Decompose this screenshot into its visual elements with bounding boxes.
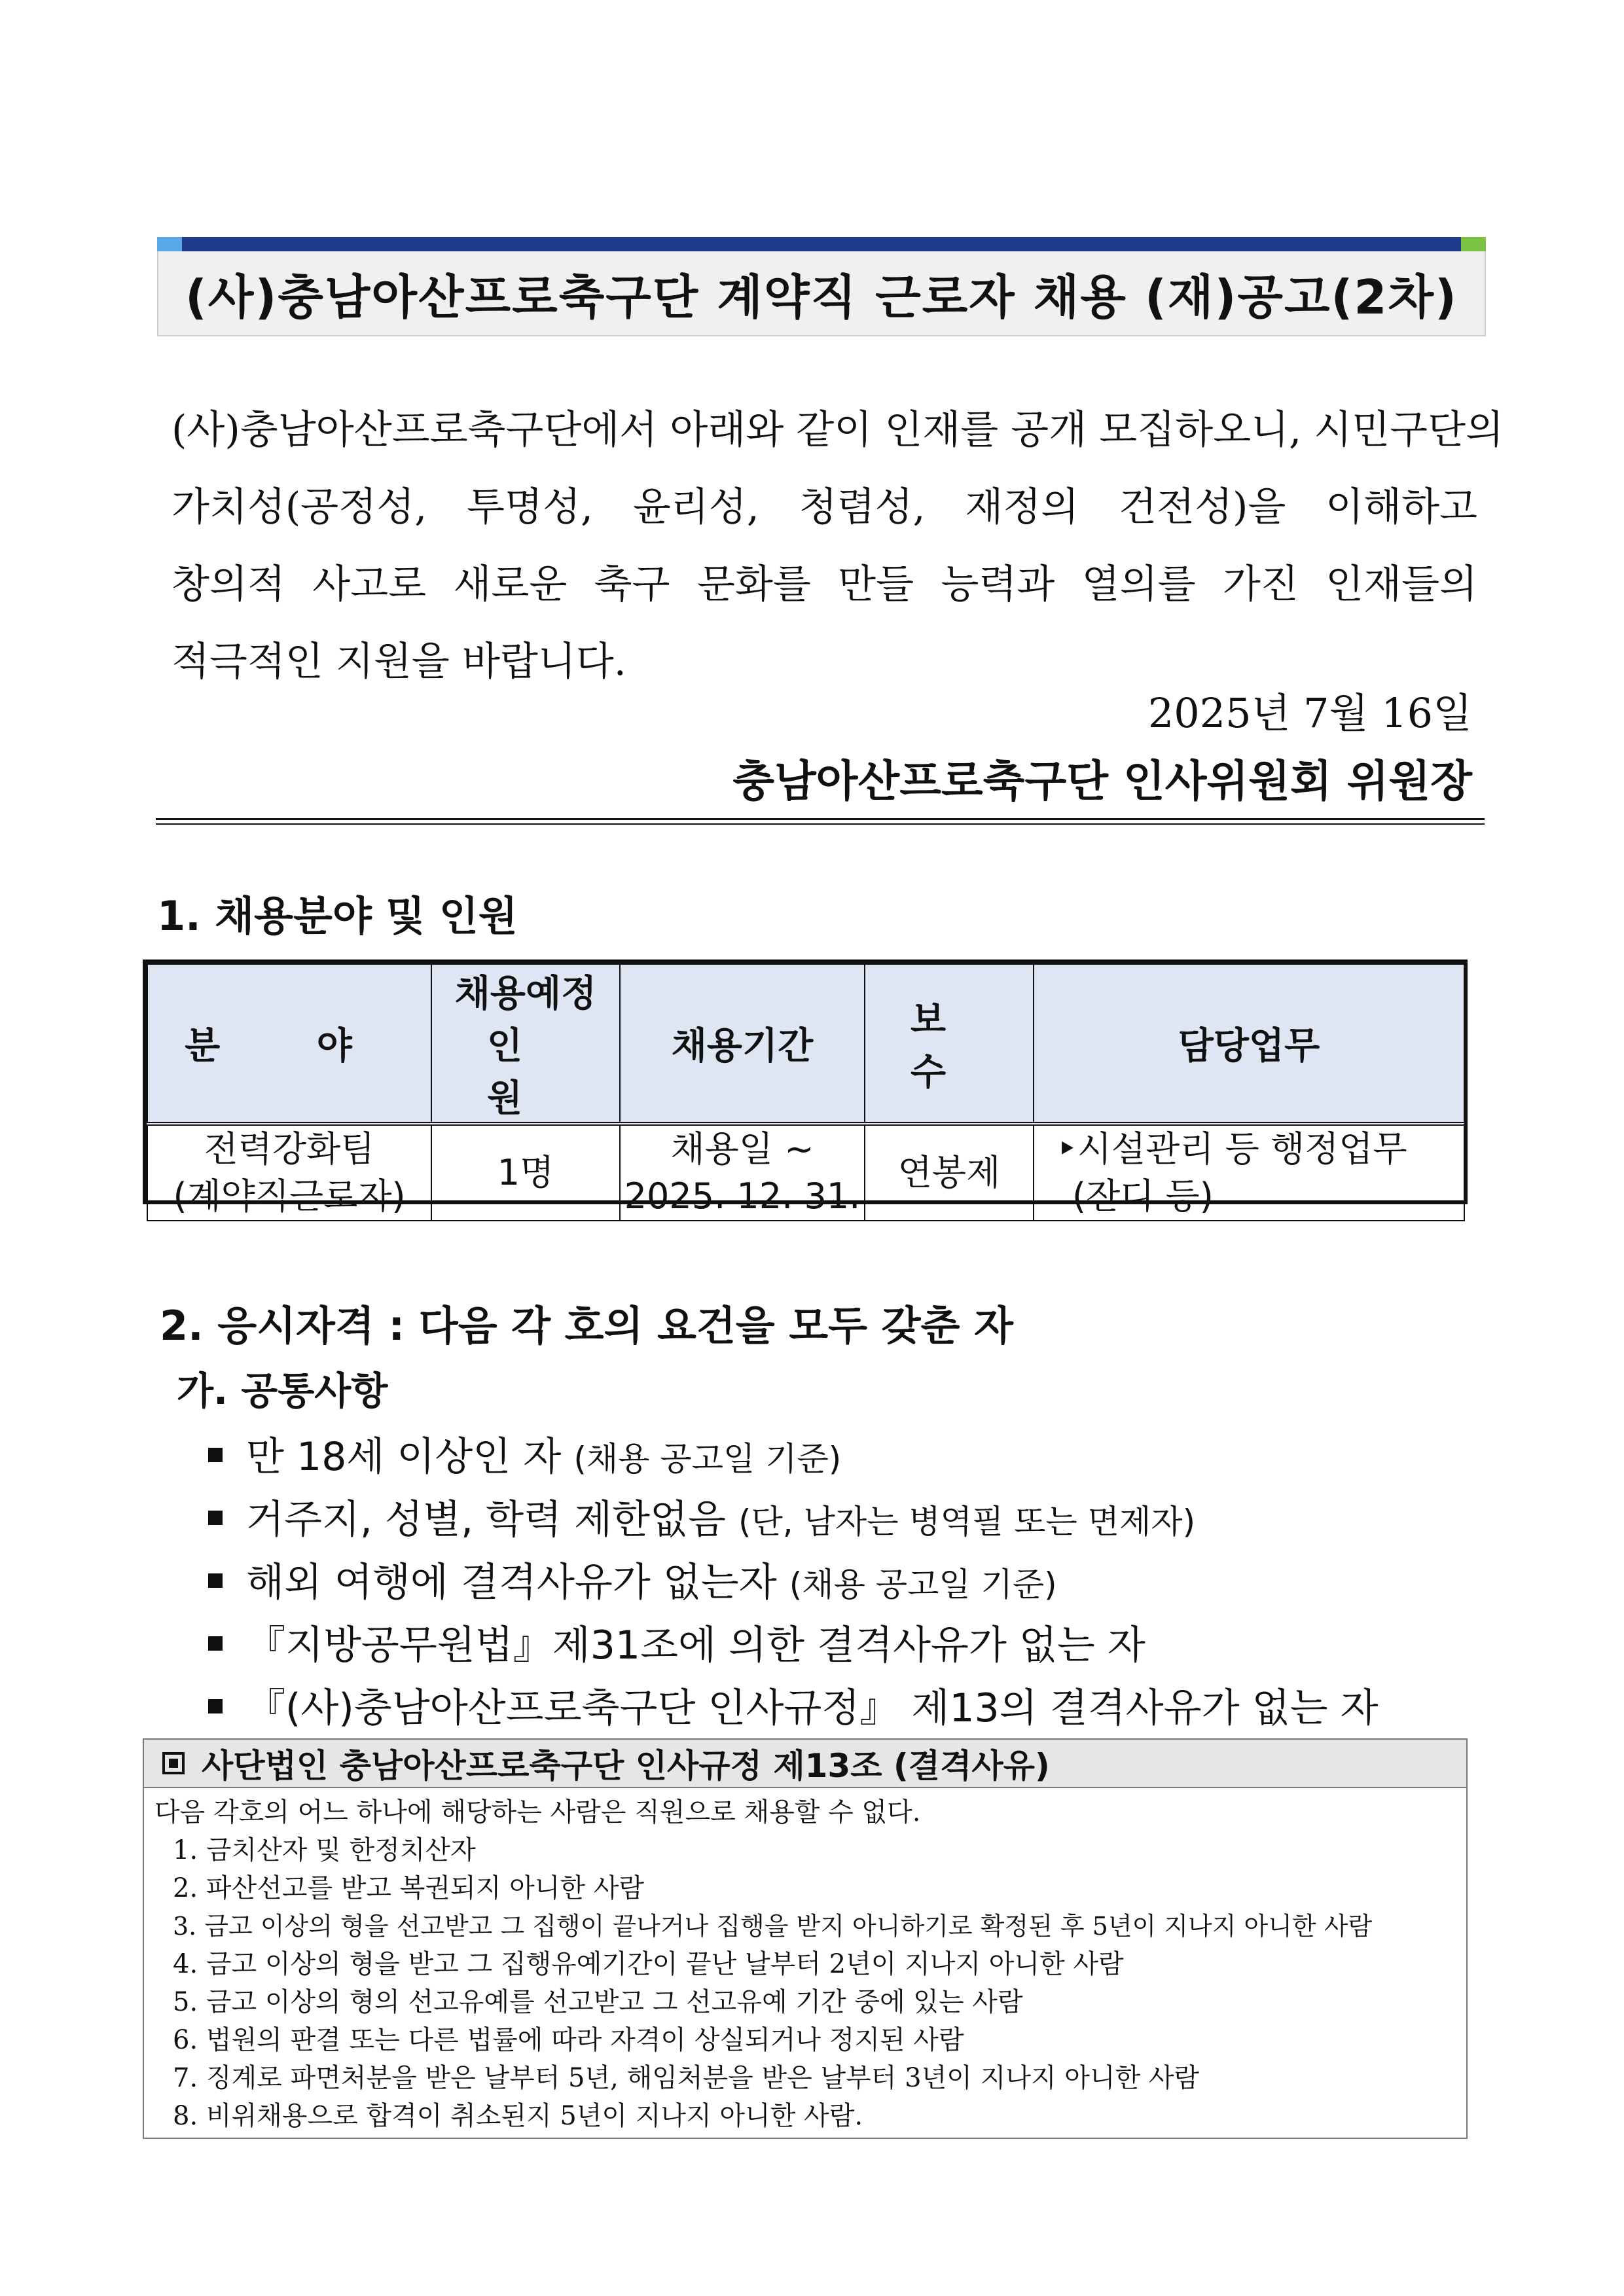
list-item: 7. 징계로 파면처분을 받은 날부터 5년, 해임처분을 받은 날부터 3년이 지나지 아니한 사람 bbox=[173, 2063, 1200, 2093]
list-item: 5. 금고 이상의 형의 선고유예를 선고받고 그 선고유예 기간 중에 있는 사람 bbox=[173, 1987, 1023, 2017]
bullet-square-icon bbox=[208, 1573, 223, 1588]
list-item: 거주지, 성별, 학력 제한없음 (단, 남자는 병역필 또는 면제자) bbox=[208, 1488, 1379, 1551]
list-item: 『지방공무원법』제31조에 의한 결격사유가 없는 자 bbox=[208, 1614, 1379, 1677]
list-item: 만 18세 이상인 자 (채용 공고일 기준) bbox=[208, 1426, 1379, 1488]
intro-line: 가치성(공정성, 투명성, 윤리성, 청렴성, 재정의 건전성)을 이해하고 bbox=[171, 484, 1477, 530]
regulation-intro: 다음 각호의 어느 하나에 해당하는 사람은 직원으로 채용할 수 없다. bbox=[154, 1797, 921, 1827]
bullet-square-icon bbox=[208, 1699, 223, 1713]
title-accent-right bbox=[1461, 237, 1486, 251]
section1-heading: 1. 채용분야 및 인원 bbox=[157, 892, 518, 940]
title-accent-left bbox=[157, 237, 182, 251]
list-item: 해외 여행에 결격사유가 없는자 (채용 공고일 기준) bbox=[208, 1551, 1379, 1614]
announcement-date: 2025년 7월 16일 bbox=[1147, 689, 1472, 737]
title-banner bbox=[157, 237, 1486, 336]
title-accent-bar bbox=[157, 237, 1486, 251]
list-item: 4. 금고 이상의 형을 받고 그 집행유예기간이 끝난 날부터 2년이 지나지 아니한 사람 bbox=[173, 1949, 1124, 1979]
title-box bbox=[157, 251, 1486, 336]
section2-subheading: 가. 공통사항 bbox=[177, 1369, 388, 1413]
header-headcount: 채용예정 인 원 bbox=[431, 964, 620, 1124]
intro-paragraph bbox=[171, 391, 1504, 700]
regulation-title: 사단법인 충남아산프로축구단 인사규정 제13조 (결격사유) bbox=[202, 1747, 1050, 1785]
cell-salary: 연봉제 bbox=[865, 1124, 1034, 1221]
list-item: 8. 비위채용으로 합격이 취소된지 5년이 지나지 아니한 사람. bbox=[173, 2101, 863, 2131]
list-item: 『(사)충남아산프로축구단 인사규정』 제13의 결격사유가 없는 자 bbox=[208, 1677, 1379, 1740]
regulation-header bbox=[144, 1740, 1466, 1788]
regulation-body bbox=[144, 1788, 1466, 2135]
list-item: 1. 금치산자 및 한정치산자 bbox=[173, 1835, 476, 1865]
bullet-square-icon bbox=[208, 1448, 223, 1462]
cell-period: 채용일 ~ 2025. 12. 31. bbox=[620, 1124, 865, 1221]
separator-line bbox=[156, 818, 1485, 820]
header-period: 채용기간 bbox=[620, 964, 865, 1124]
intro-line: 창의적 사고로 새로운 축구 문화를 만들 능력과 열의를 가진 인재들의 bbox=[171, 562, 1477, 607]
header-salary: 보 수 bbox=[865, 964, 1034, 1124]
table-row bbox=[147, 1124, 1464, 1221]
list-item: 2. 파산선고를 받고 복권되지 아니한 사람 bbox=[173, 1873, 644, 1903]
intro-line: (사)충남아산프로축구단에서 아래와 같이 인재를 공개 모집하오니, 시민구단의 bbox=[171, 407, 1504, 453]
cell-headcount: 1명 bbox=[431, 1124, 620, 1221]
separator-line bbox=[156, 823, 1485, 825]
section2-heading: 2. 응시자격 : 다음 각 호의 요건을 모두 갖춘 자 bbox=[160, 1302, 1013, 1350]
document-title: (사)충남아산프로축구단 계약직 근로자 채용 (재)공고(2차) bbox=[185, 270, 1458, 325]
header-field: 분 야 bbox=[147, 964, 431, 1124]
signer: 충남아산프로축구단 인사위원회 위원장 bbox=[732, 755, 1472, 806]
bullet-square-icon bbox=[208, 1636, 223, 1651]
intro-line: 적극적인 지원을 바랍니다. bbox=[171, 639, 626, 685]
list-item: 6. 법원의 판결 또는 다른 법률에 따라 자격이 상실되거나 정지된 사람 bbox=[173, 2025, 964, 2055]
regulation-box bbox=[143, 1738, 1468, 2139]
filled-square-icon bbox=[162, 1752, 185, 1774]
header-duty: 담당업무 bbox=[1034, 964, 1464, 1124]
list-item: 3. 금고 이상의 형을 선고받고 그 집행이 끝나거나 집행을 받지 아니하기로 확정된 후 5년이 지나지 아니한 사람 bbox=[173, 1912, 1373, 1941]
recruitment-table bbox=[143, 960, 1468, 1217]
cell-duty: ‣시설관리 등 행정업무 (잔디 등) bbox=[1034, 1124, 1464, 1221]
bullet-square-icon bbox=[208, 1511, 223, 1525]
requirements-list bbox=[208, 1426, 1379, 1740]
cell-field: 전력강화팀 (계약직근로자) bbox=[147, 1124, 431, 1221]
table-header-row bbox=[147, 964, 1464, 1124]
